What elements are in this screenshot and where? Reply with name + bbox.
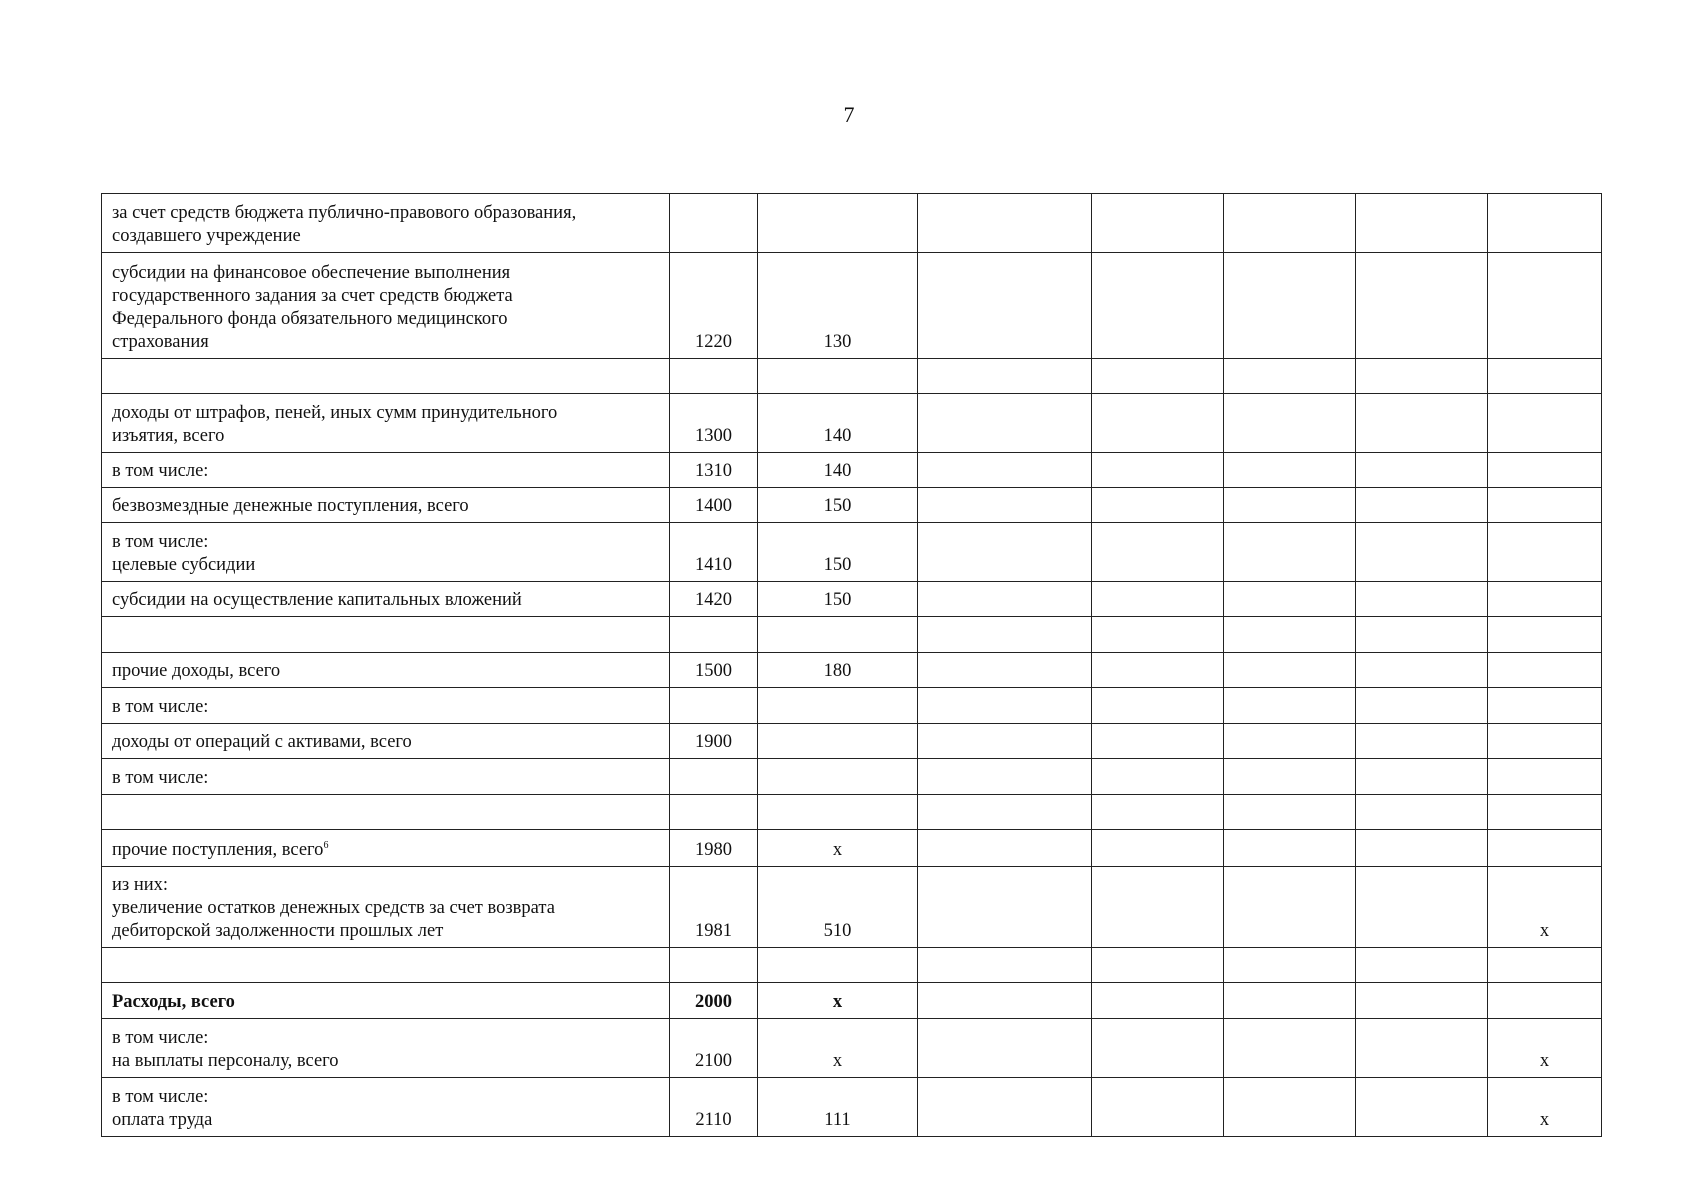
row-kbk-cell: 150	[758, 523, 918, 582]
row-name-line: в том числе:	[112, 768, 209, 788]
empty-value-cell	[1224, 359, 1356, 394]
table-row	[102, 617, 1602, 653]
empty-value-cell	[1092, 617, 1224, 653]
row-code-cell	[670, 688, 758, 724]
empty-value-cell	[1356, 830, 1488, 867]
row-name-line: дебиторской задолженности прошлых лет	[112, 921, 444, 942]
empty-value-cell	[1224, 453, 1356, 488]
row-name-cell	[102, 1078, 670, 1137]
row-name-cell	[102, 830, 670, 867]
empty-value-cell	[1224, 867, 1356, 948]
footnote-ref: 6	[323, 840, 329, 851]
row-last-cell	[1488, 488, 1602, 523]
empty-value-cell	[1356, 617, 1488, 653]
empty-value-cell	[918, 759, 1092, 795]
empty-value-cell	[1092, 759, 1224, 795]
row-name-line: создавшего учреждение	[112, 226, 301, 246]
empty-value-cell	[1092, 688, 1224, 724]
table-row	[102, 830, 1602, 867]
empty-value-cell	[918, 830, 1092, 867]
empty-value-cell	[1356, 795, 1488, 830]
empty-value-cell	[918, 724, 1092, 759]
row-last-cell	[1488, 830, 1602, 867]
empty-value-cell	[1356, 582, 1488, 617]
empty-value-cell	[1092, 867, 1224, 948]
empty-value-cell	[918, 653, 1092, 688]
empty-value-cell	[1224, 253, 1356, 359]
empty-value-cell	[918, 617, 1092, 653]
financial-plan-table	[101, 193, 1602, 1137]
row-name-cell	[102, 653, 670, 688]
empty-value-cell	[1092, 359, 1224, 394]
row-last-cell	[1488, 724, 1602, 759]
row-name-cell	[102, 253, 670, 359]
empty-value-cell	[918, 453, 1092, 488]
empty-value-cell	[1224, 1019, 1356, 1078]
row-code-cell: 1500	[670, 653, 758, 688]
empty-value-cell	[1092, 830, 1224, 867]
row-name-cell	[102, 582, 670, 617]
table-row	[102, 453, 1602, 488]
empty-value-cell	[918, 488, 1092, 523]
row-code-cell: 1400	[670, 488, 758, 523]
row-name-cell	[102, 488, 670, 523]
empty-value-cell	[1092, 653, 1224, 688]
empty-value-cell	[1092, 523, 1224, 582]
empty-value-cell	[1356, 653, 1488, 688]
table-row	[102, 253, 1602, 359]
row-last-cell	[1488, 688, 1602, 724]
empty-value-cell	[1092, 724, 1224, 759]
row-code-cell: 2000	[670, 983, 758, 1019]
empty-value-cell	[1224, 688, 1356, 724]
table-row	[102, 688, 1602, 724]
table-row	[102, 867, 1602, 948]
row-code-cell: 1220	[670, 253, 758, 359]
row-name-line: на выплаты персоналу, всего	[112, 1051, 339, 1072]
row-name-cell	[102, 1019, 670, 1078]
row-kbk-cell	[758, 948, 918, 983]
row-name-cell	[102, 617, 670, 653]
empty-value-cell	[1356, 359, 1488, 394]
row-last-cell	[1488, 194, 1602, 253]
empty-value-cell	[1092, 795, 1224, 830]
row-last-cell	[1488, 795, 1602, 830]
row-kbk-cell	[758, 724, 918, 759]
row-last-cell: х	[1488, 867, 1602, 948]
empty-value-cell	[1092, 582, 1224, 617]
row-name-line: в том числе:	[112, 697, 209, 717]
empty-value-cell	[1092, 253, 1224, 359]
empty-value-cell	[1224, 394, 1356, 453]
row-name-line: страхования	[112, 332, 209, 352]
row-kbk-cell: х	[758, 830, 918, 867]
table-row	[102, 488, 1602, 523]
row-last-cell	[1488, 759, 1602, 795]
empty-value-cell	[1356, 1078, 1488, 1137]
row-name-line	[112, 366, 659, 389]
row-name-line: Расходы, всего	[112, 992, 235, 1013]
row-name-line: Федерального фонда обязательного медицинского	[112, 309, 508, 329]
row-name-line: прочие доходы, всего	[112, 661, 281, 681]
row-code-cell: 1410	[670, 523, 758, 582]
empty-value-cell	[918, 582, 1092, 617]
empty-value-cell	[918, 523, 1092, 582]
empty-value-cell	[1224, 1078, 1356, 1137]
empty-value-cell	[1224, 948, 1356, 983]
empty-value-cell	[1092, 394, 1224, 453]
empty-value-cell	[1224, 194, 1356, 253]
empty-value-cell	[1092, 983, 1224, 1019]
table-row	[102, 1019, 1602, 1078]
empty-value-cell	[1092, 488, 1224, 523]
row-code-cell: 1310	[670, 453, 758, 488]
empty-value-cell	[1356, 759, 1488, 795]
table-row	[102, 582, 1602, 617]
table-row	[102, 983, 1602, 1019]
row-name-line: в том числе:	[112, 1028, 209, 1049]
empty-value-cell	[1356, 688, 1488, 724]
empty-value-cell	[918, 1019, 1092, 1078]
empty-value-cell	[1092, 1019, 1224, 1078]
row-code-cell: 1900	[670, 724, 758, 759]
row-name-line	[112, 625, 659, 648]
empty-value-cell	[918, 359, 1092, 394]
table-row	[102, 359, 1602, 394]
empty-value-cell	[918, 253, 1092, 359]
table-row	[102, 523, 1602, 582]
row-name-line: субсидии на финансовое обеспечение выполнения	[112, 263, 511, 283]
empty-value-cell	[918, 688, 1092, 724]
empty-value-cell	[1356, 523, 1488, 582]
row-kbk-cell: 510	[758, 867, 918, 948]
row-code-cell: 1980	[670, 830, 758, 867]
row-name-line: прочие поступления, всего$^6$	[112, 840, 329, 861]
row-kbk-cell	[758, 795, 918, 830]
empty-value-cell	[1356, 867, 1488, 948]
row-last-cell	[1488, 948, 1602, 983]
row-name-line: доходы от штрафов, пеней, иных сумм принудительного	[112, 403, 558, 423]
row-kbk-cell: 140	[758, 394, 918, 453]
row-code-cell	[670, 617, 758, 653]
empty-value-cell	[1092, 1078, 1224, 1137]
row-last-cell	[1488, 394, 1602, 453]
empty-value-cell	[918, 795, 1092, 830]
row-last-cell	[1488, 653, 1602, 688]
row-name-line: субсидии на осуществление капитальных вложений	[112, 590, 522, 610]
row-kbk-cell	[758, 359, 918, 394]
row-kbk-cell	[758, 759, 918, 795]
page-number: 7	[843, 102, 855, 127]
empty-value-cell	[1224, 617, 1356, 653]
row-last-cell: х	[1488, 1078, 1602, 1137]
empty-value-cell	[1224, 795, 1356, 830]
row-code-cell	[670, 759, 758, 795]
row-name-cell	[102, 453, 670, 488]
row-name-cell	[102, 394, 670, 453]
empty-value-cell	[1356, 488, 1488, 523]
table-row	[102, 795, 1602, 830]
row-last-cell	[1488, 453, 1602, 488]
empty-value-cell	[1356, 394, 1488, 453]
row-code-cell: 1420	[670, 582, 758, 617]
empty-value-cell	[1224, 830, 1356, 867]
empty-value-cell	[1356, 724, 1488, 759]
table-row	[102, 653, 1602, 688]
table-row	[102, 394, 1602, 453]
empty-value-cell	[1356, 983, 1488, 1019]
empty-value-cell	[918, 983, 1092, 1019]
row-kbk-cell: х	[758, 1019, 918, 1078]
empty-value-cell	[1356, 1019, 1488, 1078]
empty-value-cell	[1224, 759, 1356, 795]
row-code-cell	[670, 194, 758, 253]
empty-value-cell	[1224, 582, 1356, 617]
row-kbk-cell: 111	[758, 1078, 918, 1137]
row-kbk-cell	[758, 194, 918, 253]
row-name-line: увеличение остатков денежных средств за счет возврата	[112, 898, 555, 919]
row-code-cell: 2100	[670, 1019, 758, 1078]
row-last-cell	[1488, 582, 1602, 617]
row-name-cell	[102, 523, 670, 582]
table-row	[102, 1078, 1602, 1137]
row-name-cell	[102, 759, 670, 795]
row-name-line: из них:	[112, 875, 169, 896]
row-last-cell	[1488, 253, 1602, 359]
row-last-cell: х	[1488, 1019, 1602, 1078]
row-name-cell	[102, 948, 670, 983]
row-name-line: в том числе:	[112, 1087, 209, 1108]
row-code-cell	[670, 948, 758, 983]
empty-value-cell	[1224, 983, 1356, 1019]
empty-value-cell	[1224, 523, 1356, 582]
row-name-line: оплата труда	[112, 1110, 213, 1131]
empty-value-cell	[918, 867, 1092, 948]
empty-value-cell	[1356, 253, 1488, 359]
row-name-line: в том числе:	[112, 461, 209, 481]
empty-value-cell	[1092, 194, 1224, 253]
table-row	[102, 759, 1602, 795]
row-kbk-cell: 180	[758, 653, 918, 688]
row-code-cell: 2110	[670, 1078, 758, 1137]
empty-value-cell	[918, 394, 1092, 453]
empty-value-cell	[918, 1078, 1092, 1137]
row-name-line: за счет средств бюджета публично-правового образования,	[112, 203, 577, 223]
row-code-cell	[670, 795, 758, 830]
table-row	[102, 194, 1602, 253]
empty-value-cell	[1224, 488, 1356, 523]
row-kbk-cell: 150	[758, 488, 918, 523]
empty-value-cell	[1356, 453, 1488, 488]
table-row	[102, 948, 1602, 983]
empty-value-cell	[918, 948, 1092, 983]
table-row	[102, 724, 1602, 759]
empty-value-cell	[1224, 653, 1356, 688]
row-name-line	[112, 955, 659, 978]
empty-value-cell	[1356, 194, 1488, 253]
row-name-cell	[102, 359, 670, 394]
row-name-line: целевые субсидии	[112, 555, 256, 575]
empty-value-cell	[1224, 724, 1356, 759]
empty-value-cell	[1092, 948, 1224, 983]
row-name-line: изъятия, всего	[112, 426, 225, 446]
row-code-cell	[670, 359, 758, 394]
row-name-cell	[102, 194, 670, 253]
row-name-cell	[102, 795, 670, 830]
row-name-cell	[102, 867, 670, 948]
row-name-line: государственного задания за счет средств бюджета	[112, 286, 513, 306]
row-kbk-cell: х	[758, 983, 918, 1019]
row-last-cell	[1488, 359, 1602, 394]
row-name-cell	[102, 724, 670, 759]
row-code-cell: 1981	[670, 867, 758, 948]
row-last-cell	[1488, 617, 1602, 653]
row-last-cell	[1488, 523, 1602, 582]
row-kbk-cell: 130	[758, 253, 918, 359]
row-code-cell: 1300	[670, 394, 758, 453]
row-name-line	[112, 802, 659, 825]
row-name-cell	[102, 688, 670, 724]
row-name-cell	[102, 983, 670, 1019]
row-last-cell	[1488, 983, 1602, 1019]
row-name-line: в том числе:	[112, 532, 209, 552]
empty-value-cell	[1356, 948, 1488, 983]
row-kbk-cell: 150	[758, 582, 918, 617]
row-kbk-cell	[758, 617, 918, 653]
row-name-line: доходы от операций с активами, всего	[112, 732, 412, 752]
empty-value-cell	[918, 194, 1092, 253]
row-kbk-cell: 140	[758, 453, 918, 488]
row-name-line: безвозмездные денежные поступления, всего	[112, 496, 469, 516]
empty-value-cell	[1092, 453, 1224, 488]
row-kbk-cell	[758, 688, 918, 724]
